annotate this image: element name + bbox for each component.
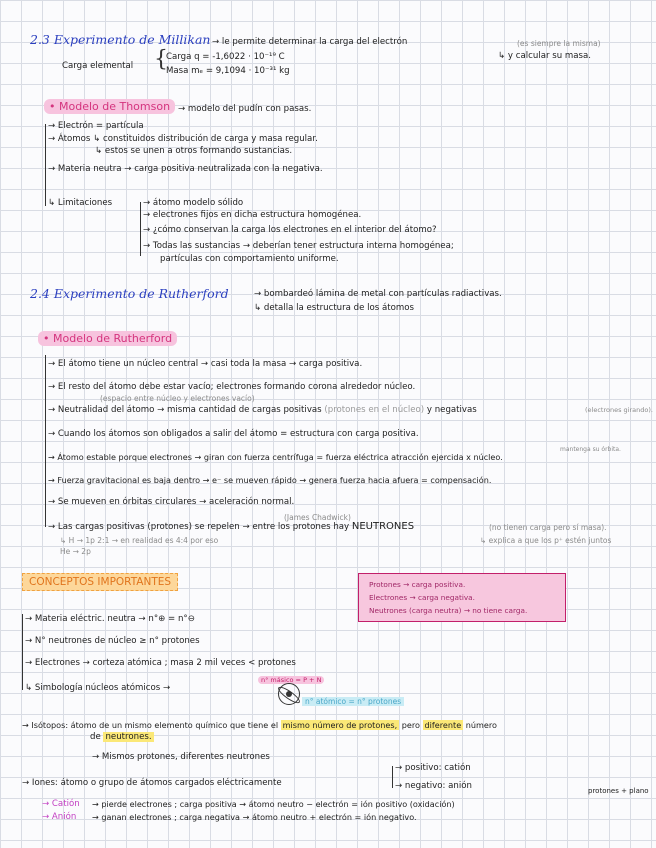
neutron-note: (no tienen carga pero sí masa). (489, 523, 607, 532)
rutherford-line-7: → Se mueven en órbitas circulares → aceleración normal. (48, 497, 295, 507)
neutron-note-2: ↳ explica a que los p⁺ estén juntos (480, 536, 612, 545)
rutherford-line-8: → Las cargas positivas (protones) se repelen → entre los protones hay NEUTRONES (48, 521, 415, 532)
ions-note: protones + plano (588, 787, 649, 795)
limitation-5: partículas con comportamiento uniforme. (160, 254, 339, 264)
rutherford-line-5: → Átomo estable porque electrones → giran con fuerza centrífuga = fuerza eléctrica atracción ejercida x núcleo. (48, 452, 503, 462)
section-title-rutherford: 2.4 Experimento de Rutherford (30, 286, 229, 301)
brace: { (154, 47, 168, 72)
rutherford-line-2: → El resto del átomo debe estar vacío; electrones formando corona alrededor núcleo. (48, 382, 416, 392)
rutherford-line-1: → El átomo tiene un núcleo central → casi toda la masa → carga positiva. (48, 359, 363, 369)
rutherford-line-9b: He → 2p (60, 547, 91, 556)
rutherford-line-6: → Fuerza gravitacional es baja dentro → e⁻ se mueven rápido → genera fuerza hacia afuera = compensación. (48, 475, 492, 485)
atom-symbol-icon (278, 683, 300, 705)
ions-positive: → positivo: catión (395, 763, 471, 773)
thomson-title: • Modelo de Thomson (44, 101, 175, 112)
ions-negative: → negativo: anión (395, 781, 472, 791)
rutherford-line-2-note: (espacio entre núcleo y electrones vacío) (100, 394, 255, 403)
rutherford-exp-2: ↳ detalla la estructura de los átomos (254, 303, 414, 313)
ions-branch-line (392, 766, 393, 788)
limitation-3: → ¿cómo conservan la carga los electrones en el interior del átomo? (143, 225, 437, 235)
thomson-line-3: ↳ estos se unen a otros formando sustancias. (95, 146, 293, 156)
limitation-1: → átomo modelo sólido (143, 198, 244, 208)
rutherford-exp-1: → bombardeó lámina de metal con partículas radiactivas. (254, 289, 502, 299)
charge-value: Carga q = -1,6022 · 10⁻¹⁹ C (166, 52, 285, 62)
millikan-intro: → le permite determinar la carga del electrón (212, 37, 408, 47)
limitations-label: ↳ Limitaciones (48, 198, 113, 208)
cation-label: → Catión (42, 799, 80, 809)
box-neutrons: Neutrones (carga neutra) → no tiene carga. (369, 606, 528, 615)
limitations-branch-line (140, 202, 141, 256)
box-protons: Protones → carga positiva. (369, 580, 466, 589)
elementary-charge-label: Carga elemental (62, 61, 134, 71)
chadwick-note: (James Chadwick) (284, 513, 351, 522)
thomson-line-1: → Electrón = partícula (48, 121, 144, 131)
isotopes-line-1: → Isótopos: átomo de un mismo elemento químico que tiene el mismo número de protones, pero diferente número (22, 720, 497, 730)
thomson-line-4: → Materia neutra → carga positiva neutralizada con la negativa. (48, 164, 323, 174)
charges-summary-box (358, 573, 566, 622)
anion-desc: → ganan electrones ; carga negativa → átomo neutro + electrón = ión negativo. (92, 812, 417, 822)
rutherford-branch-line (45, 355, 46, 527)
thomson-line-2: → Átomos ↳ constituidos distribución de carga y masa regular. (48, 134, 318, 144)
rutherford-line-4: → Cuando los átomos son obligados a salir del átomo = estructura con carga positiva. (48, 429, 419, 439)
thomson-desc: → modelo del pudín con pasas. (178, 104, 312, 114)
rutherford-line-3-note: (electrones girando). (585, 406, 653, 414)
concepts-branch-line (22, 614, 23, 690)
mass-number-note: n° másico = P + N (258, 675, 324, 686)
box-electrons: Electrones → carga negativa. (369, 593, 475, 602)
rutherford-line-5-note: mantenga su órbita. (560, 446, 621, 453)
atomic-number-note: n° atómico = n° protones (302, 696, 404, 708)
mass-value: Masa mₑ = 9,1094 · 10⁻³¹ kg (166, 66, 290, 76)
ions-line-1: → Iones: átomo o grupo de átomos cargados eléctricamente (22, 778, 282, 788)
rutherford-line-3: → Neutralidad del átomo → misma cantidad de cargas positivas (protones en el núcleo) y negativas (48, 405, 477, 415)
concept-3: → Electrones → corteza atómica ; masa 2 mil veces < protones (25, 658, 296, 668)
limitation-4: → Todas las sustancias → deberían tener estructura interna homogénea; (143, 241, 454, 251)
isotopes-line-3: → Mismos protones, diferentes neutrones (92, 752, 270, 762)
rutherford-line-9: ↳ H → 1p 2:1 → en realidad es 4:4 por eso (60, 536, 219, 545)
concepts-title: CONCEPTOS IMPORTANTES (22, 577, 178, 589)
thomson-branch-line (45, 124, 46, 206)
isotopes-line-2: de neutrones. (90, 732, 152, 742)
millikan-intro-note: (es siempre la misma) (517, 39, 601, 48)
rutherford-title: • Modelo de Rutherford (38, 333, 177, 344)
limitation-2: → electrones fijos en dicha estructura homogénea. (143, 210, 362, 220)
anion-label: → Anión (42, 812, 77, 822)
concept-4: ↳ Simbología núcleos atómicos → (25, 683, 171, 693)
concept-1: → Materia eléctric. neutra → n°⊕ = n°⊖ (25, 614, 195, 624)
section-title-millikan: 2.3 Experimento de Millikan (30, 32, 211, 47)
concept-2: → N° neutrones de núcleo ≥ n° protones (25, 636, 200, 646)
millikan-intro-2: ↳ y calcular su masa. (498, 51, 591, 61)
cation-desc: → pierde electrones ; carga positiva → átomo neutro − electrón = ión positivo (oxidación) (92, 799, 455, 809)
